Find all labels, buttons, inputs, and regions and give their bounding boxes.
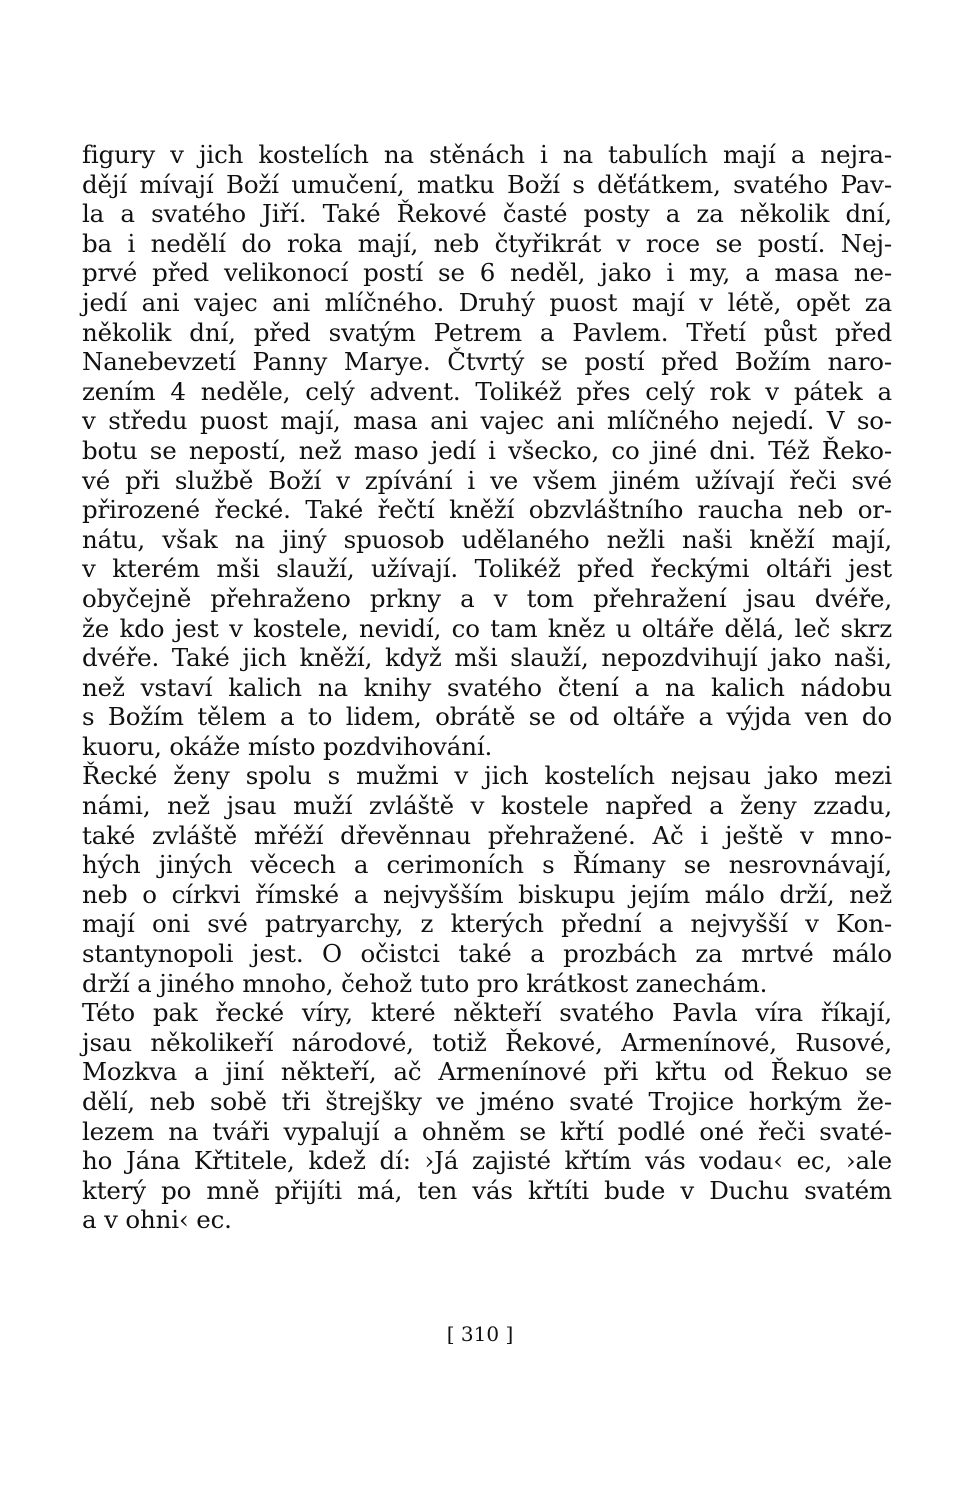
text-line: jedí ani vajec ani mlíčného. Druhý puost mají v létě, opět za <box>82 287 892 317</box>
text-line: Řecké ženy spolu s mužmi v jich kostelích nejsau jako mezi <box>82 761 892 791</box>
text-line: stantynopoli jest. O očistci také a prozbách za mrtvé málo <box>82 939 892 969</box>
text-line: dělí, neb sobě tři štrejšky ve jméno svaté Trojice horkým že- <box>82 1087 892 1116</box>
text-line: Nanebevzetí Panny Marye. Čtvrtý se postí před Božím naro- <box>82 347 892 377</box>
text-line: botu se nepostí, než maso jedí i všecko, co jiné dni. Též Řeko- <box>82 435 892 465</box>
text-line: přirozené řecké. Také řečtí kněží obzvláštního raucha neb or- <box>82 495 892 525</box>
text-line: dějí mívají Boží umučení, matku Boží s děťátkem, svatého Pav- <box>82 169 892 199</box>
page-number: [ 310 ] <box>446 1322 514 1346</box>
text-line: námi, než jsau muží zvláště v kostele napřed a ženy zzadu, <box>82 791 892 821</box>
text-line: la a svatého Jiří. Také Řekové časté posty a za několik dní, <box>82 199 892 229</box>
text-line: zením 4 neděle, celý advent. Tolikéž přes celý rok v pátek a <box>82 376 892 406</box>
text-line: než vstaví kalich na knihy svatého čtení a na kalich nádobu <box>82 672 892 702</box>
text-line: Mozkva a jiní někteří, ač Armenínové při křtu od Řekuo se <box>82 1057 892 1087</box>
text-line: prvé před velikonocí postí se 6 neděl, jako i my, a masa ne- <box>82 258 892 288</box>
text-line: kuoru, okáže místo pozdvihování. <box>82 731 493 761</box>
text-line: obyčejně přehraženo prkny a v tom přehražení jsau dvéře, <box>82 583 892 613</box>
text-line: hých jiných věcech a cerimoních s Římany se nesrovnávají, <box>82 850 892 880</box>
text-line: neb o církvi římské a nejvyšším biskupu jejím málo drží, než <box>82 879 892 909</box>
text-line: figury v jich kostelích na stěnách i na tabulích mají a nejra- <box>82 140 892 169</box>
text-line: nátu, však na jiný spuosob udělaného nežli naši kněží mají, <box>82 524 892 554</box>
text-line: že kdo jest v kostele, nevidí, co tam kněz u oltáře dělá, leč skrz <box>82 613 892 643</box>
text-line: dvéře. Také jich kněží, když mši slauží, nepozdvihují jako naši, <box>82 643 892 673</box>
text-line: drží a jiného mnoho, čehož tuto pro krátkost zanechám. <box>82 968 768 998</box>
text-line: mají oni své patryarchy, z kterých přední a nejvyšší v Kon- <box>82 909 892 939</box>
text-line: který po mně přijíti má, ten vás křtíti bude v Duchu svatém <box>82 1175 892 1205</box>
text-line: vé při službě Boží v zpívání i ve všem jiném užívají řeči své <box>82 465 892 495</box>
text-line: jsau několikeří národové, totiž Řekové, Armenínové, Rusové, <box>82 1027 892 1057</box>
text-line: lezem na tváři vypalují a ohněm se křtí podlé oné řeči svaté- <box>82 1116 892 1146</box>
text-line: v kterém mši slauží, užívají. Tolikéž před řeckými oltáři jest <box>82 554 892 584</box>
text-line: v středu puost mají, masa ani vajec ani mlíčného nejedí. V so- <box>82 406 892 436</box>
text-line: ba i nedělí do roka mají, neb čtyřikrát v roce se postí. Nej- <box>82 228 892 258</box>
page-body <box>82 140 892 1235</box>
text-line: s Božím tělem a to lidem, obrátě se od oltáře a výjda ven do <box>82 702 892 732</box>
text-line: a v ohni‹ ec. <box>82 1205 232 1235</box>
text-line: také zvláště mřéží dřevěnnau přehražené. Ač i ještě v mno- <box>82 820 892 850</box>
text-line: několik dní, před svatým Petrem a Pavlem. Třetí půst před <box>82 317 892 347</box>
text-line: Této pak řecké víry, které někteří svatého Pavla víra říkají, <box>82 998 892 1028</box>
text-line: ho Jána Křtitele, kdež dí: ›Já zajisté křtím vás vodau‹ ec, ›ale <box>82 1146 892 1176</box>
